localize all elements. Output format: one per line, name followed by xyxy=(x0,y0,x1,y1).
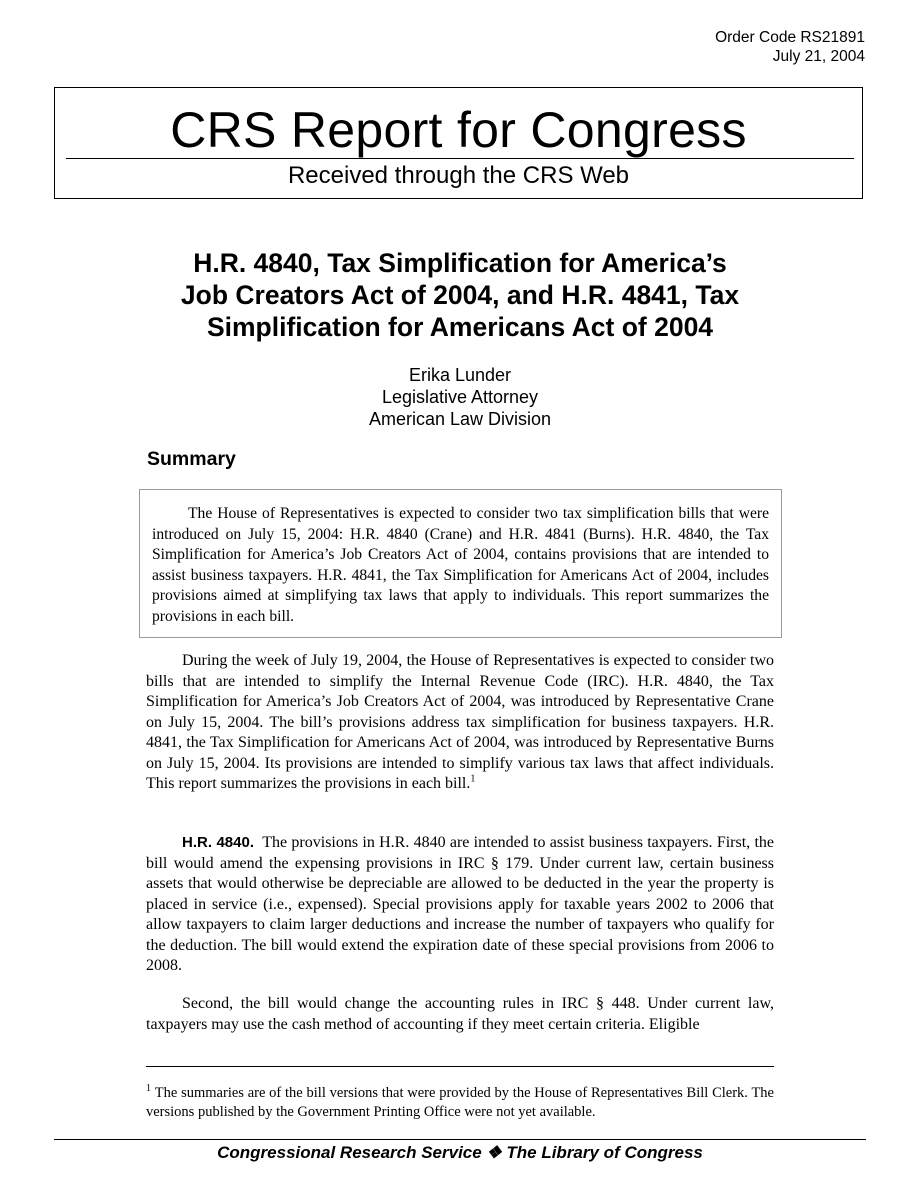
masthead-rule xyxy=(66,158,854,159)
footnote-ref[interactable]: 1 xyxy=(470,773,476,785)
document-title xyxy=(100,247,820,343)
paragraph-text: During the week of July 19, 2004, the House of Representatives is expected to consider two bills that are intended to simplify the Internal Revenue Code (IRC). H.R. 4840, the Tax Simplification for America’s Job Creators Act of 2004, was introduced by Representative Crane on July 15, 2004. The bill’s provisions address tax simplification for business taxpayers. H.R. 4841, the Tax Simplification for Americans Act of 2004, was introduced by Representative Burns on July 15, 2004. Its provisions are intended to simplify various tax laws that affect individuals. This report summarizes the provisions in each bill. xyxy=(146,652,774,792)
author-title: Legislative Attorney xyxy=(381,387,539,407)
body-paragraph-intro xyxy=(146,651,774,795)
summary-text xyxy=(152,504,769,627)
run-in-heading: H.R. 4840. xyxy=(182,834,254,851)
footnote-rule xyxy=(146,1066,774,1067)
summary-box xyxy=(139,489,782,638)
masthead-subtitle: Received through the CRS Web xyxy=(287,162,630,189)
title-line: Job Creators Act of 2004, and H.R. 4841, Tax xyxy=(180,280,740,310)
author-name: Erika Lunder xyxy=(408,365,512,385)
footer-text: Congressional Research Service ❖ The Library of Congress xyxy=(217,1143,703,1162)
footnote-text: The summaries are of the bill versions that were provided by the House of Representatives Bill Clerk. The versions published by the Government Printing Office were not yet available. xyxy=(146,1085,774,1120)
order-code: Order Code RS21891 xyxy=(715,29,865,46)
order-info xyxy=(715,28,865,66)
footer-rule xyxy=(54,1139,866,1140)
footnote xyxy=(146,1084,774,1122)
footnote-number: 1 xyxy=(146,1083,151,1095)
paragraph-text: The provisions in H.R. 4840 are intended to assist business taxpayers. First, the bill would amend the expensing provisions in IRC § 179. Under current law, certain business assets that would otherwise be depreciable are allowed to be deducted in the year the property is placed in service (i.e., expensed). Special provisions apply for taxable years 2002 to 2006 that allow taxpayers to claim larger deductions and increase the number of taxpayers who qualify for the deduction. The bill would extend the expiration date of these special provisions from 2006 to 2008. xyxy=(146,834,774,974)
masthead-title: CRS Report for Congress xyxy=(170,102,747,158)
author-division: American Law Division xyxy=(368,409,552,429)
summary-paragraph: The House of Representatives is expected to consider two tax simplification bills that were introduced on July 15, 2004: H.R. 4840 (Crane) and H.R. 4841 (Burns). H.R. 4840, the Tax Simplification for America’s Job Creators Act of 2004, contains provisions that are intended to assist business taxpayers. H.R. 4841, the Tax Simplification for Americans Act of 2004, includes provisions aimed at simplifying tax laws that apply to individuals. This report summarizes the provisions in each bill. xyxy=(152,505,769,625)
title-line: H.R. 4840, Tax Simplification for America’s xyxy=(193,248,727,278)
body-paragraph-hr4840 xyxy=(146,833,774,977)
masthead xyxy=(54,87,863,199)
report-date: July 21, 2004 xyxy=(772,48,865,65)
paragraph-text: Second, the bill would change the accounting rules in IRC § 448. Under current law, taxpayers may use the cash method of accounting if they meet certain criteria. Eligible xyxy=(146,995,774,1033)
body-paragraph-accounting xyxy=(146,994,774,1035)
author-block xyxy=(0,364,920,430)
title-line: Simplification for Americans Act of 2004 xyxy=(206,312,714,342)
summary-heading: Summary xyxy=(147,448,236,470)
